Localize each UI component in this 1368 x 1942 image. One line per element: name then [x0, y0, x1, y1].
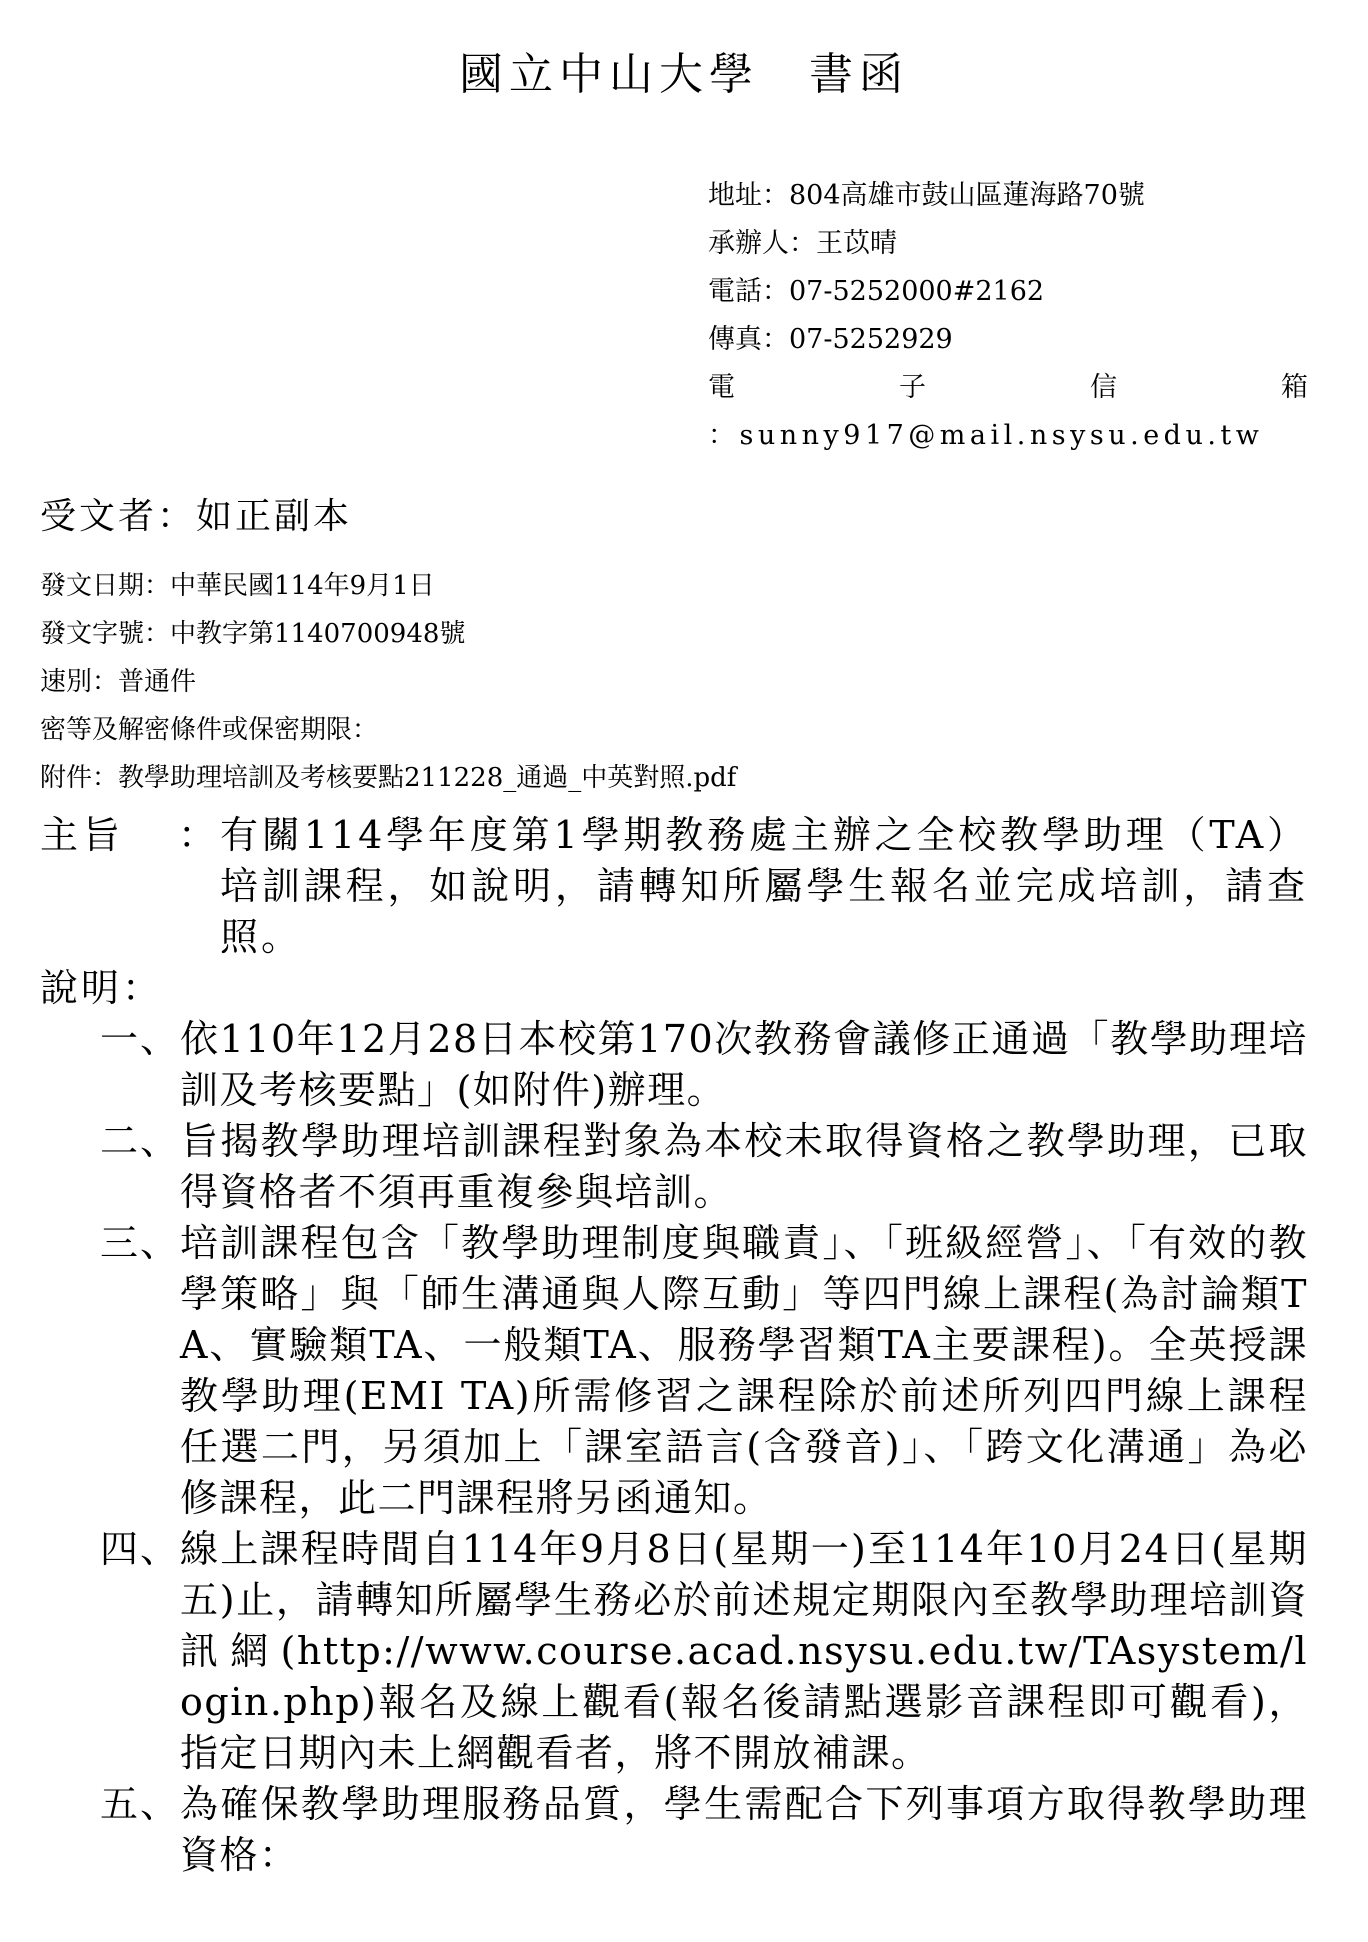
- list-item: [40, 1524, 1308, 1779]
- subject-separator: ：: [178, 813, 217, 857]
- item-text: 旨揭教學助理培訓課程對象為本校未取得資格之教學助理，已取得資格者不須再重複參與培訓。: [180, 1119, 1308, 1214]
- secrecy-level: 密等及解密條件或保密期限：: [40, 715, 379, 745]
- item-number: 五、: [99, 1782, 180, 1826]
- attachment: 附件：教學助理培訓及考核要點211228_通過_中英對照.pdf: [40, 763, 737, 793]
- explanation-label: 說明：: [40, 966, 164, 1010]
- list-item: [40, 1218, 1308, 1524]
- item-text: 為確保教學助理服務品質，學生需配合下列事項方取得教學助理資格：: [180, 1782, 1308, 1877]
- document-body: [40, 810, 1308, 1881]
- item-number: 二、: [99, 1119, 180, 1163]
- list-item: [40, 1779, 1308, 1881]
- subject: [40, 810, 1308, 963]
- item-text: 線上課程時間自114年9月8日(星期一)至114年10月24日(星期五)止，請轉知所屬學生務必於前述規定期限內至教學助理培訓資訊網(http://www.course.acad.nsysu.edu.tw/TAsystem/login.php)報名及線上觀看(報名後請點選影音課程即可觀看)，指定日期內未上網觀看者，將不開放補課。: [180, 1527, 1308, 1775]
- document-meta: [40, 562, 736, 802]
- sender-contact: 承辦人：王苡晴: [708, 228, 897, 259]
- sender-email-label: 電 子 信 箱: [708, 372, 1308, 403]
- sender-fax: 傳真：07-5252929: [708, 324, 953, 355]
- sender-info: [708, 172, 1308, 460]
- document-number: 發文字號：中教字第1140700948號: [40, 619, 466, 649]
- sender-phone: 電話：07-5252000#2162: [708, 276, 1045, 307]
- issue-date: 發文日期：中華民國114年9月1日: [40, 571, 435, 601]
- delivery-speed: 速別：普通件: [40, 667, 197, 697]
- item-number: 一、: [99, 1017, 180, 1061]
- item-number: 三、: [99, 1221, 180, 1265]
- item-text: 依110年12月28日本校第170次教務會議修正通過「教學助理培訓及考核要點」(如附件)辦理。: [180, 1017, 1308, 1112]
- subject-text: 有關114學年度第1學期教務處主辦之全校教學助理（TA）培訓課程，如說明，請轉知所屬學生報名並完成培訓，請查照。: [220, 813, 1308, 959]
- list-item: [40, 1014, 1308, 1116]
- document-title: 國立中山大學 書函: [459, 49, 909, 100]
- sender-address: 地址：804高雄市鼓山區蓮海路70號: [708, 180, 1145, 211]
- recipient: 受文者：如正副本: [40, 496, 353, 537]
- item-number: 四、: [99, 1527, 180, 1571]
- subject-label: 主旨: [40, 813, 125, 857]
- sender-email: ：sunny917@mail.nsysu.edu.tw: [708, 420, 1264, 451]
- list-item: [40, 1116, 1308, 1218]
- item-text: 培訓課程包含「教學助理制度與職責」、「班級經營」、「有效的教學策略」與「師生溝通與人際互動」等四門線上課程(為討論類TA、實驗類TA、一般類TA、服務學習類TA主要課程)。全英授課教學助理(EMI TA)所需修習之課程除於前述所列四門線上課程任選二門，另須加上「課室語言(含發音)」、「跨文化溝通」為必修課程，此二門課程將另函通知。: [180, 1221, 1308, 1520]
